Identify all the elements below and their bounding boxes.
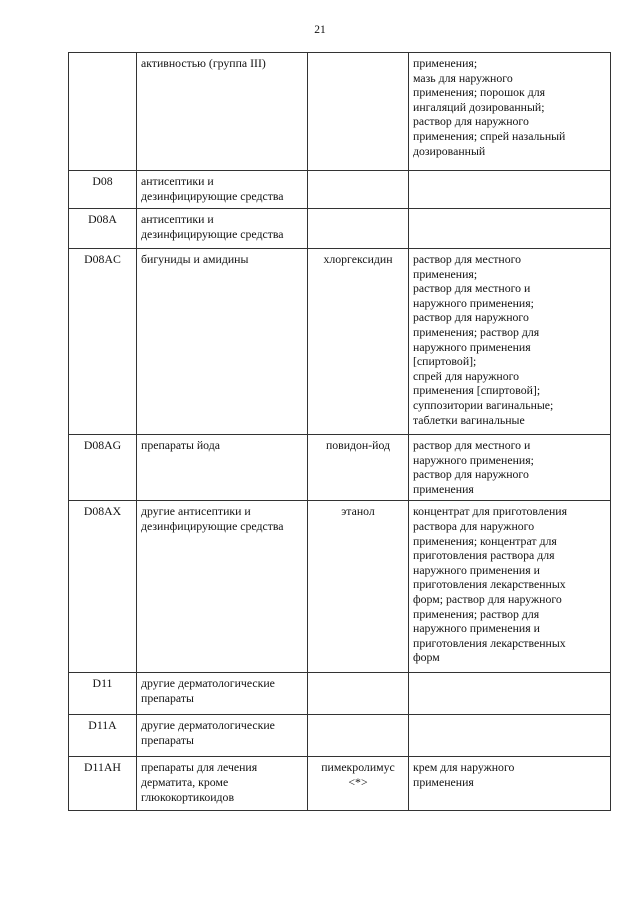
page-number: 21 [314, 24, 326, 36]
inn-cell [308, 757, 409, 811]
atc-code-cell: D08AC [69, 249, 137, 435]
table-body [69, 53, 611, 811]
table-row [69, 501, 611, 673]
medication-table [68, 52, 611, 811]
text-line: препараты [141, 732, 194, 747]
dosage-form-cell [409, 171, 611, 209]
dosage-form-cell [409, 53, 611, 171]
text-line: приготовления раствора для [413, 548, 555, 563]
group-cell [137, 249, 308, 435]
text-line: применения; раствор для [413, 606, 540, 621]
inn-cell [308, 435, 409, 501]
atc-code-cell: D11A [69, 715, 137, 757]
text-line: этанол [341, 504, 375, 519]
group-cell [137, 171, 308, 209]
atc-code-cell: D11AH [69, 757, 137, 811]
group-cell [137, 715, 308, 757]
text-line: применения; концентрат для [413, 533, 557, 548]
text-line: дезинфицирующие средства [141, 518, 284, 533]
inn-cell [308, 501, 409, 673]
atc-code-cell: D08A [69, 209, 137, 249]
text-line: антисептики и [141, 174, 214, 188]
group-cell [137, 673, 308, 715]
dosage-form-cell [409, 715, 611, 757]
text-line: концентрат для приготовления [413, 504, 568, 519]
text-line: применения [413, 774, 474, 789]
text-line: наружного применения; [413, 452, 534, 467]
text-line: применения; порошок для [413, 85, 546, 100]
text-line: раствор для наружного [413, 114, 529, 129]
text-line: спрей для наружного [413, 368, 520, 383]
text-line: [спиртовой]; [413, 354, 477, 369]
inn-cell [308, 715, 409, 757]
text-line: бигуниды и амидины [141, 252, 249, 266]
atc-code-cell: D11 [69, 673, 137, 715]
group-cell [137, 53, 308, 171]
text-line: приготовления лекарственных [413, 635, 566, 650]
text-line: препараты [141, 690, 194, 705]
text-line: дезинфицирующие средства [141, 188, 284, 203]
table-row [69, 171, 611, 209]
text-line: приготовления лекарственных [413, 577, 566, 592]
dosage-form-cell [409, 435, 611, 501]
atc-code-cell: D08 [69, 171, 137, 209]
text-line: раствор для местного [413, 252, 522, 266]
table-row [69, 673, 611, 715]
table-row [69, 715, 611, 757]
table-row [69, 209, 611, 249]
text-line: антисептики и [141, 212, 214, 226]
text-line: дерматита, кроме [141, 774, 229, 789]
table-row [69, 435, 611, 501]
text-line: таблетки вагинальные [413, 412, 525, 427]
text-line: применения; [413, 266, 478, 281]
group-cell [137, 757, 308, 811]
text-line: хлоргексидин [323, 252, 393, 266]
text-line: суппозитории вагинальные; [413, 397, 554, 412]
text-line: препараты для лечения [141, 760, 258, 775]
dosage-form-cell [409, 501, 611, 673]
text-line: пимекролимус [321, 760, 395, 775]
text-line: ингаляций дозированный; [413, 99, 545, 114]
text-line: глюкокортикоидов [141, 789, 235, 804]
text-line: раствор для наружного [413, 467, 529, 482]
text-line: другие дерматологические [141, 676, 275, 691]
atc-code-cell [69, 53, 137, 171]
text-line: применения; [413, 56, 478, 70]
atc-code-cell: D08AX [69, 501, 137, 673]
text-line: дезинфицирующие средства [141, 226, 284, 241]
group-cell [137, 435, 308, 501]
group-cell [137, 209, 308, 249]
text-line: применения [спиртовой]; [413, 383, 541, 398]
inn-cell [308, 209, 409, 249]
text-line: применения; спрей назальный [413, 128, 566, 143]
group-cell [137, 501, 308, 673]
text-line: активностью (группа III) [141, 56, 266, 70]
text-line: раствор для местного и [413, 438, 531, 452]
inn-cell [308, 673, 409, 715]
text-line: применения; раствор для [413, 324, 540, 339]
text-line: форм; раствор для наружного [413, 591, 562, 606]
dosage-form-cell [409, 757, 611, 811]
text-line: раствора для наружного [413, 518, 535, 533]
text-line: дозированный [413, 143, 486, 158]
text-line: раствор для наружного [413, 310, 529, 325]
text-line: раствор для местного и [413, 281, 531, 296]
text-line: <*> [348, 774, 368, 789]
text-line: наружного применения и [413, 621, 540, 636]
text-line: другие антисептики и [141, 504, 251, 519]
text-line: повидон-йод [325, 438, 391, 452]
atc-code-cell: D08AG [69, 435, 137, 501]
table-row [69, 53, 611, 171]
inn-cell [308, 53, 409, 171]
text-line: форм [413, 650, 440, 665]
inn-cell [308, 171, 409, 209]
inn-cell [308, 249, 409, 435]
dosage-form-cell [409, 673, 611, 715]
text-line: другие дерматологические [141, 718, 275, 733]
text-line: мазь для наружного [413, 70, 513, 85]
table-row [69, 757, 611, 811]
text-line: крем для наружного [413, 760, 515, 775]
table-row [69, 249, 611, 435]
text-line: наружного применения [413, 339, 531, 354]
text-line: наружного применения; [413, 295, 534, 310]
text-line: препараты йода [141, 438, 220, 452]
dosage-form-cell [409, 209, 611, 249]
text-line: наружного применения и [413, 562, 540, 577]
dosage-form-cell [409, 249, 611, 435]
text-line: применения [413, 481, 474, 496]
